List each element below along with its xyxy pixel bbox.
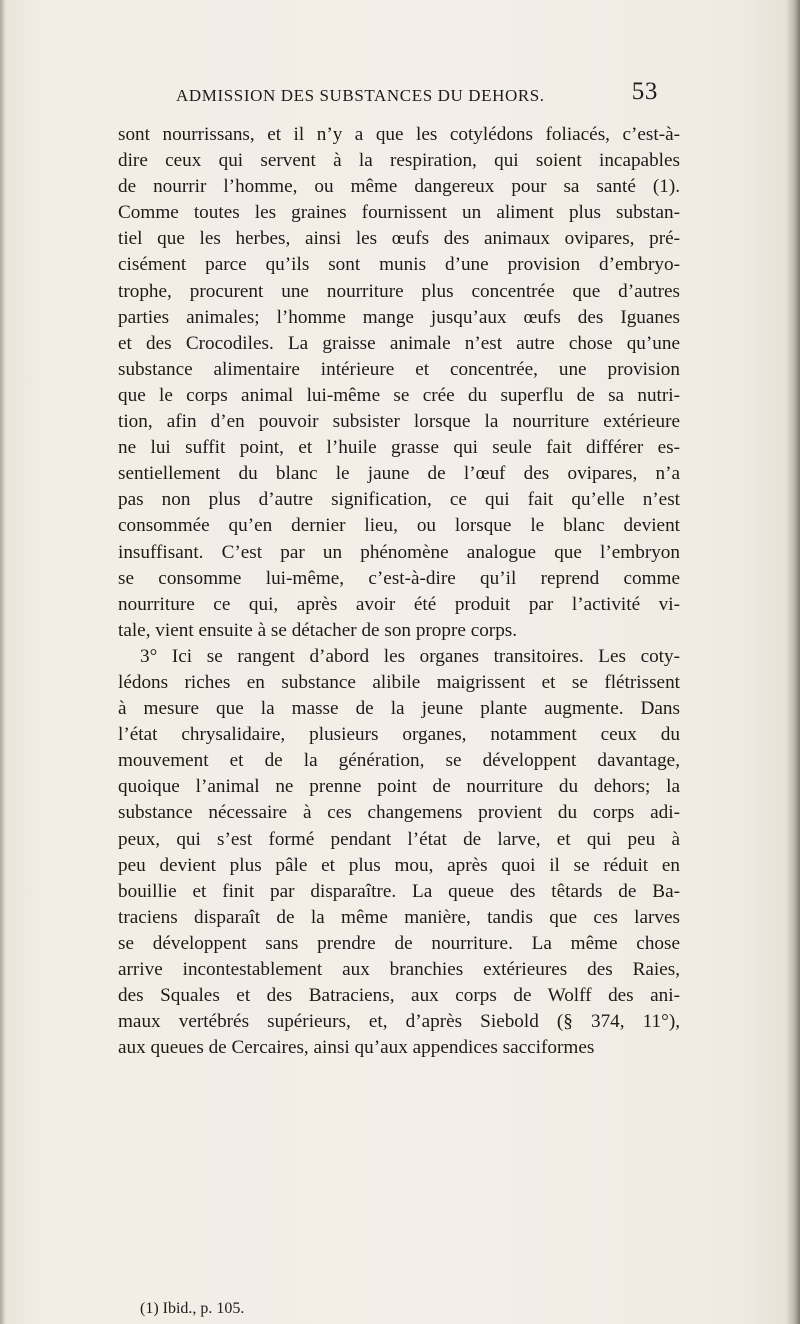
text-line: consommée qu’en dernier lieu, ou lorsque le blanc devient — [118, 515, 680, 537]
text-line: bouillie et finit par disparaître. La queue des têtards de Ba- — [118, 880, 680, 902]
page-number: 53 — [631, 78, 658, 105]
text-line: peux, qui s’est formé pendant l’état de larve, et qui peu à — [118, 828, 680, 850]
running-title: ADMISSION DES SUBSTANCES DU DEHORS. — [176, 86, 545, 105]
text-line: se consomme lui-même, c’est-à-dire qu’il reprend comme — [118, 567, 680, 589]
text-line: aux queues de Cercaires, ainsi qu’aux appendices sacciformes — [118, 1037, 595, 1059]
text-line: sont nourrissans, et il n’y a que les cotylédons foliacés, c’est-à- — [118, 124, 680, 145]
text-line: arrive incontestablement aux branchies extérieures des Raies, — [118, 959, 680, 980]
text-line: des Squales et des Batraciens, aux corps de Wolff des ani- — [118, 985, 680, 1007]
text-line: 3° Ici se rangent d’abord les organes transitoires. Les coty- — [140, 645, 680, 667]
text-line: Comme toutes les graines fournissent un aliment plus substan- — [118, 202, 680, 224]
text-line: à mesure que la masse de la jeune plante augmente. Dans — [118, 698, 680, 720]
text-line: cisément parce qu’ils sont munis d’une provision d’embryo- — [118, 254, 680, 276]
text-line: tion, afin d’en pouvoir subsister lorsque la nourriture extérieure — [118, 411, 680, 433]
text-line: tale, vient ensuite à se détacher de son propre corps. — [118, 619, 518, 641]
body-text — [118, 122, 680, 1061]
footnote: (1) Ibid., p. 105. — [140, 1300, 245, 1317]
text-line: maux vertébrés supérieurs, et, d’après Siebold (§ 374, 11°), — [118, 1011, 680, 1033]
text-line: insuffisant. C’est par un phénomène analogue que l’embryon — [118, 541, 680, 563]
text-line: mouvement et de la génération, se développent davantage, — [118, 750, 680, 772]
page-header — [176, 78, 658, 112]
text-line: que le corps animal lui-même se crée du superflu de sa nutri- — [118, 384, 680, 406]
text-line: substance alimentaire intérieure et concentrée, une provision — [118, 358, 680, 380]
page-right-edge — [786, 0, 800, 1324]
page-left-shadow — [0, 0, 6, 1324]
text-line: parties animales; l’homme mange jusqu’aux œufs des Iguanes — [118, 306, 680, 328]
text-line: pas non plus d’autre signification, ce qui fait qu’elle n’est — [118, 489, 680, 511]
text-line: et des Crocodiles. La graisse animale n’est autre chose qu’une — [118, 332, 680, 354]
text-line: quoique l’animal ne prenne point de nourriture du dehors; la — [118, 776, 680, 798]
text-line: de nourrir l’homme, ou même dangereux pour sa santé (1). — [118, 176, 680, 198]
text-line: sentiellement du blanc le jaune de l’œuf des ovipares, n’a — [118, 463, 680, 485]
text-line: l’état chrysalidaire, plusieurs organes, notamment ceux du — [118, 724, 680, 746]
text-line: ne lui suffit point, et l’huile grasse qui seule fait différer es- — [118, 437, 680, 459]
text-line: se développent sans prendre de nourriture. La même chose — [118, 932, 680, 954]
text-line: trophe, procurent une nourriture plus concentrée que d’autres — [118, 280, 680, 302]
text-line: nourriture ce qui, après avoir été produit par l’activité vi- — [118, 593, 680, 615]
text-line: tiel que les herbes, ainsi les œufs des animaux ovipares, pré- — [118, 228, 680, 250]
text-line: lédons riches en substance alibile maigrissent et se flétrissent — [118, 671, 680, 693]
text-line: traciens disparaît de la même manière, tandis que ces larves — [118, 906, 680, 928]
text-line: peu devient plus pâle et plus mou, après quoi il se réduit en — [118, 854, 680, 876]
text-line: substance nécessaire à ces changemens provient du corps adi- — [118, 802, 680, 824]
text-line: dire ceux qui servent à la respiration, qui soient incapables — [118, 150, 680, 172]
